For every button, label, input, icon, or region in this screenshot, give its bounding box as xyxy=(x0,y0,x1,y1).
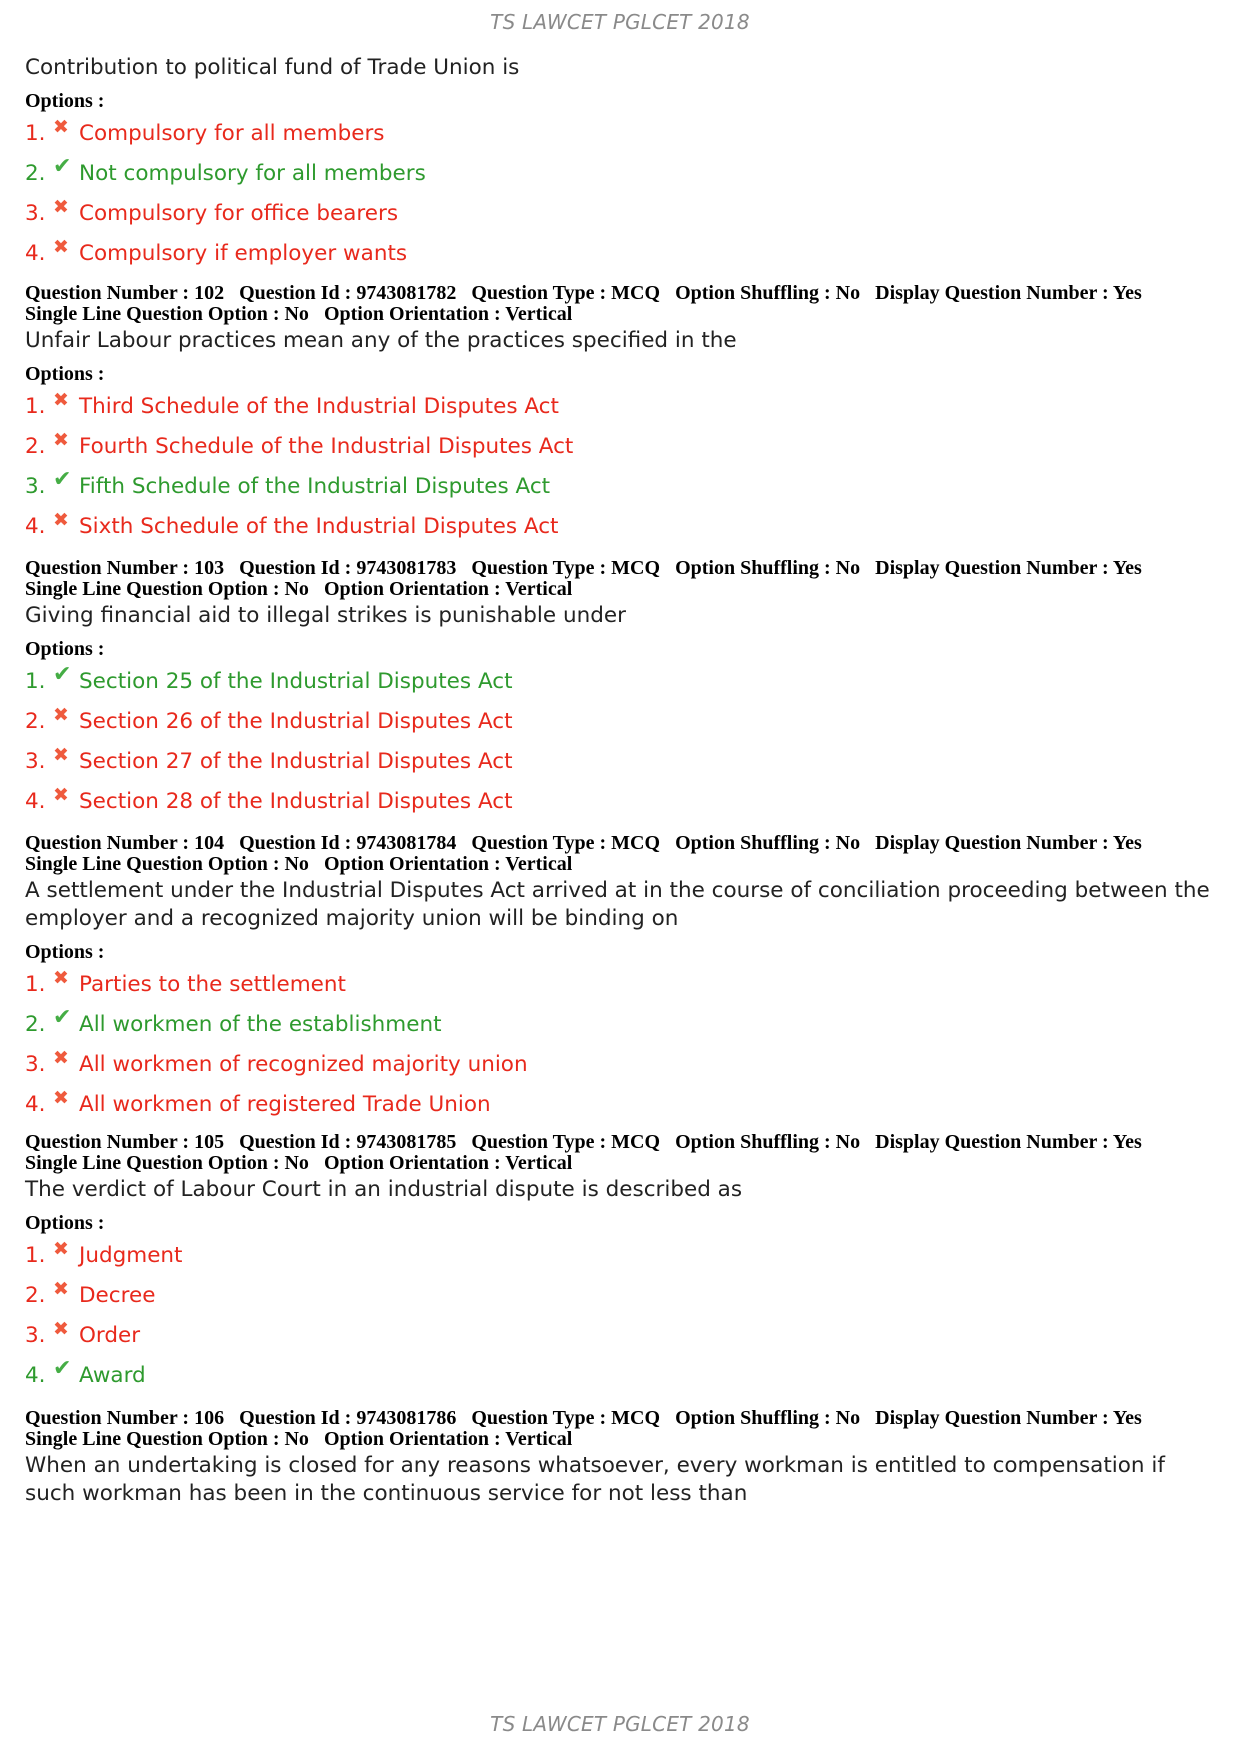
options-label: Options : xyxy=(25,1212,105,1234)
question-text: The verdict of Labour Court in an industrial dispute is described as xyxy=(25,1177,743,1202)
single-line-option: Single Line Question Option : No xyxy=(25,1428,309,1450)
options-list xyxy=(25,387,1220,547)
option-4 xyxy=(25,1356,1220,1396)
question-meta-line-1 xyxy=(25,833,1220,854)
question-number: Question Number : 103 xyxy=(25,557,225,579)
option-orientation: Option Orientation : Vertical xyxy=(323,853,573,875)
option-shuffling: Option Shuffling : No xyxy=(675,832,861,854)
option-number: 2. xyxy=(25,1283,46,1308)
option-number: 4. xyxy=(25,1363,46,1388)
options-label: Options : xyxy=(25,363,105,385)
option-number: 4. xyxy=(25,514,46,539)
check-icon: ✔ xyxy=(53,662,72,687)
question-type: Question Type : MCQ xyxy=(471,1407,661,1429)
question-meta-line-2 xyxy=(25,854,1220,875)
question-id: Question Id : 9743081785 xyxy=(239,1131,457,1153)
option-shuffling: Option Shuffling : No xyxy=(675,1407,861,1429)
question-number: Question Number : 102 xyxy=(25,282,225,304)
question-meta-line-2 xyxy=(25,304,1220,325)
cross-icon: ✖ xyxy=(53,196,69,218)
options-list xyxy=(25,114,1220,274)
option-number: 3. xyxy=(25,474,46,499)
question-meta-line-1 xyxy=(25,1132,1220,1153)
option-number: 2. xyxy=(25,434,46,459)
question-block-104 xyxy=(25,833,1220,1125)
question-id: Question Id : 9743081786 xyxy=(239,1407,457,1429)
option-text: Parties to the settlement xyxy=(79,972,346,997)
option-text: Section 25 of the Industrial Disputes Act xyxy=(79,669,513,694)
cross-icon: ✖ xyxy=(53,116,69,138)
question-meta-line-1 xyxy=(25,283,1220,304)
option-text: Fifth Schedule of the Industrial Disputes Act xyxy=(79,474,551,499)
question-meta-line-1 xyxy=(25,1408,1220,1429)
cross-icon: ✖ xyxy=(53,784,69,806)
display-question-number: Display Question Number : Yes xyxy=(875,1407,1142,1429)
question-type: Question Type : MCQ xyxy=(471,1131,661,1153)
option-1 xyxy=(25,114,1220,154)
option-number: 4. xyxy=(25,241,46,266)
option-number: 3. xyxy=(25,749,46,774)
single-line-option: Single Line Question Option : No xyxy=(25,1152,309,1174)
question-number: Question Number : 104 xyxy=(25,832,225,854)
question-text: A settlement under the Industrial Disputes Act arrived at in the course of conciliation proceeding between the employer and a recognized majority union will be binding on xyxy=(25,878,1210,931)
option-number: 1. xyxy=(25,394,46,419)
question-type: Question Type : MCQ xyxy=(471,557,661,579)
option-text: All workmen of registered Trade Union xyxy=(79,1092,491,1117)
option-text: Compulsory for all members xyxy=(79,121,385,146)
cross-icon: ✖ xyxy=(53,389,69,411)
option-orientation: Option Orientation : Vertical xyxy=(323,578,573,600)
cross-icon: ✖ xyxy=(53,704,69,726)
check-icon: ✔ xyxy=(53,1356,72,1381)
option-text: Award xyxy=(79,1363,146,1388)
option-2 xyxy=(25,702,1220,742)
option-1 xyxy=(25,387,1220,427)
question-block-101 xyxy=(25,52,1220,274)
option-number: 1. xyxy=(25,1243,46,1268)
option-number: 3. xyxy=(25,1052,46,1077)
single-line-option: Single Line Question Option : No xyxy=(25,578,309,600)
cross-icon: ✖ xyxy=(53,1278,69,1300)
cross-icon: ✖ xyxy=(53,1318,69,1340)
option-number: 2. xyxy=(25,161,46,186)
question-block-102 xyxy=(25,283,1220,547)
display-question-number: Display Question Number : Yes xyxy=(875,557,1142,579)
option-3 xyxy=(25,1316,1220,1356)
option-number: 1. xyxy=(25,972,46,997)
option-orientation: Option Orientation : Vertical xyxy=(323,1152,573,1174)
question-meta-line-2 xyxy=(25,1153,1220,1174)
page-footer: TS LAWCET PGLCET 2018 xyxy=(490,1712,750,1736)
option-1 xyxy=(25,1236,1220,1276)
option-number: 3. xyxy=(25,201,46,226)
option-text: Third Schedule of the Industrial Disputes Act xyxy=(79,394,559,419)
option-4 xyxy=(25,1085,1220,1125)
question-text: Contribution to political fund of Trade Union is xyxy=(25,55,520,80)
check-icon: ✔ xyxy=(53,467,72,492)
question-text: Giving financial aid to illegal strikes is punishable under xyxy=(25,603,626,628)
option-shuffling: Option Shuffling : No xyxy=(675,282,861,304)
options-label: Options : xyxy=(25,638,105,660)
option-text: Judgment xyxy=(79,1243,183,1268)
cross-icon: ✖ xyxy=(53,236,69,258)
cross-icon: ✖ xyxy=(53,1087,69,1109)
options-list xyxy=(25,662,1220,822)
question-number: Question Number : 105 xyxy=(25,1131,225,1153)
option-number: 3. xyxy=(25,1323,46,1348)
check-icon: ✔ xyxy=(53,154,72,179)
option-number: 2. xyxy=(25,709,46,734)
cross-icon: ✖ xyxy=(53,1047,69,1069)
option-2 xyxy=(25,427,1220,467)
question-number: Question Number : 106 xyxy=(25,1407,225,1429)
question-id: Question Id : 9743081784 xyxy=(239,832,457,854)
options-list xyxy=(25,965,1220,1125)
option-4 xyxy=(25,507,1220,547)
option-text: Compulsory for office bearers xyxy=(79,201,399,226)
option-text: Decree xyxy=(79,1283,156,1308)
option-number: 4. xyxy=(25,1092,46,1117)
cross-icon: ✖ xyxy=(53,744,69,766)
cross-icon: ✖ xyxy=(53,967,69,989)
option-text: Section 28 of the Industrial Disputes Act xyxy=(79,789,513,814)
option-text: Fourth Schedule of the Industrial Disputes Act xyxy=(79,434,574,459)
option-2 xyxy=(25,1276,1220,1316)
option-1 xyxy=(25,965,1220,1005)
option-orientation: Option Orientation : Vertical xyxy=(323,1428,573,1450)
option-text: Section 27 of the Industrial Disputes Act xyxy=(79,749,513,774)
option-3 xyxy=(25,1045,1220,1085)
display-question-number: Display Question Number : Yes xyxy=(875,282,1142,304)
page-header: TS LAWCET PGLCET 2018 xyxy=(490,10,750,34)
question-id: Question Id : 9743081782 xyxy=(239,282,457,304)
option-number: 2. xyxy=(25,1012,46,1037)
question-block-106 xyxy=(25,1408,1220,1508)
option-orientation: Option Orientation : Vertical xyxy=(323,303,573,325)
option-2 xyxy=(25,154,1220,194)
option-text: All workmen of the establishment xyxy=(79,1012,442,1037)
option-shuffling: Option Shuffling : No xyxy=(675,1131,861,1153)
question-type: Question Type : MCQ xyxy=(471,832,661,854)
question-block-103 xyxy=(25,558,1220,822)
question-text: Unfair Labour practices mean any of the practices specified in the xyxy=(25,328,737,353)
option-number: 4. xyxy=(25,789,46,814)
question-block-105 xyxy=(25,1132,1220,1396)
option-3 xyxy=(25,467,1220,507)
question-text: When an undertaking is closed for any reasons whatsoever, every workman is entitled to compensation if such workman has been in the continuous service for not less than xyxy=(25,1453,1165,1506)
options-label: Options : xyxy=(25,941,105,963)
question-type: Question Type : MCQ xyxy=(471,282,661,304)
question-id: Question Id : 9743081783 xyxy=(239,557,457,579)
option-text: Order xyxy=(79,1323,141,1348)
option-3 xyxy=(25,194,1220,234)
options-list xyxy=(25,1236,1220,1396)
check-icon: ✔ xyxy=(53,1005,72,1030)
option-2 xyxy=(25,1005,1220,1045)
single-line-option: Single Line Question Option : No xyxy=(25,853,309,875)
display-question-number: Display Question Number : Yes xyxy=(875,832,1142,854)
option-4 xyxy=(25,234,1220,274)
cross-icon: ✖ xyxy=(53,509,69,531)
option-text: Section 26 of the Industrial Disputes Act xyxy=(79,709,513,734)
option-4 xyxy=(25,782,1220,822)
option-number: 1. xyxy=(25,669,46,694)
options-label: Options : xyxy=(25,90,105,112)
cross-icon: ✖ xyxy=(53,1238,69,1260)
question-meta-line-2 xyxy=(25,1429,1220,1450)
option-shuffling: Option Shuffling : No xyxy=(675,557,861,579)
option-number: 1. xyxy=(25,121,46,146)
option-text: All workmen of recognized majority union xyxy=(79,1052,528,1077)
option-3 xyxy=(25,742,1220,782)
option-1 xyxy=(25,662,1220,702)
option-text: Sixth Schedule of the Industrial Disputes Act xyxy=(79,514,559,539)
option-text: Not compulsory for all members xyxy=(79,161,426,186)
cross-icon: ✖ xyxy=(53,429,69,451)
option-text: Compulsory if employer wants xyxy=(79,241,408,266)
display-question-number: Display Question Number : Yes xyxy=(875,1131,1142,1153)
question-meta-line-2 xyxy=(25,579,1220,600)
single-line-option: Single Line Question Option : No xyxy=(25,303,309,325)
question-meta-line-1 xyxy=(25,558,1220,579)
